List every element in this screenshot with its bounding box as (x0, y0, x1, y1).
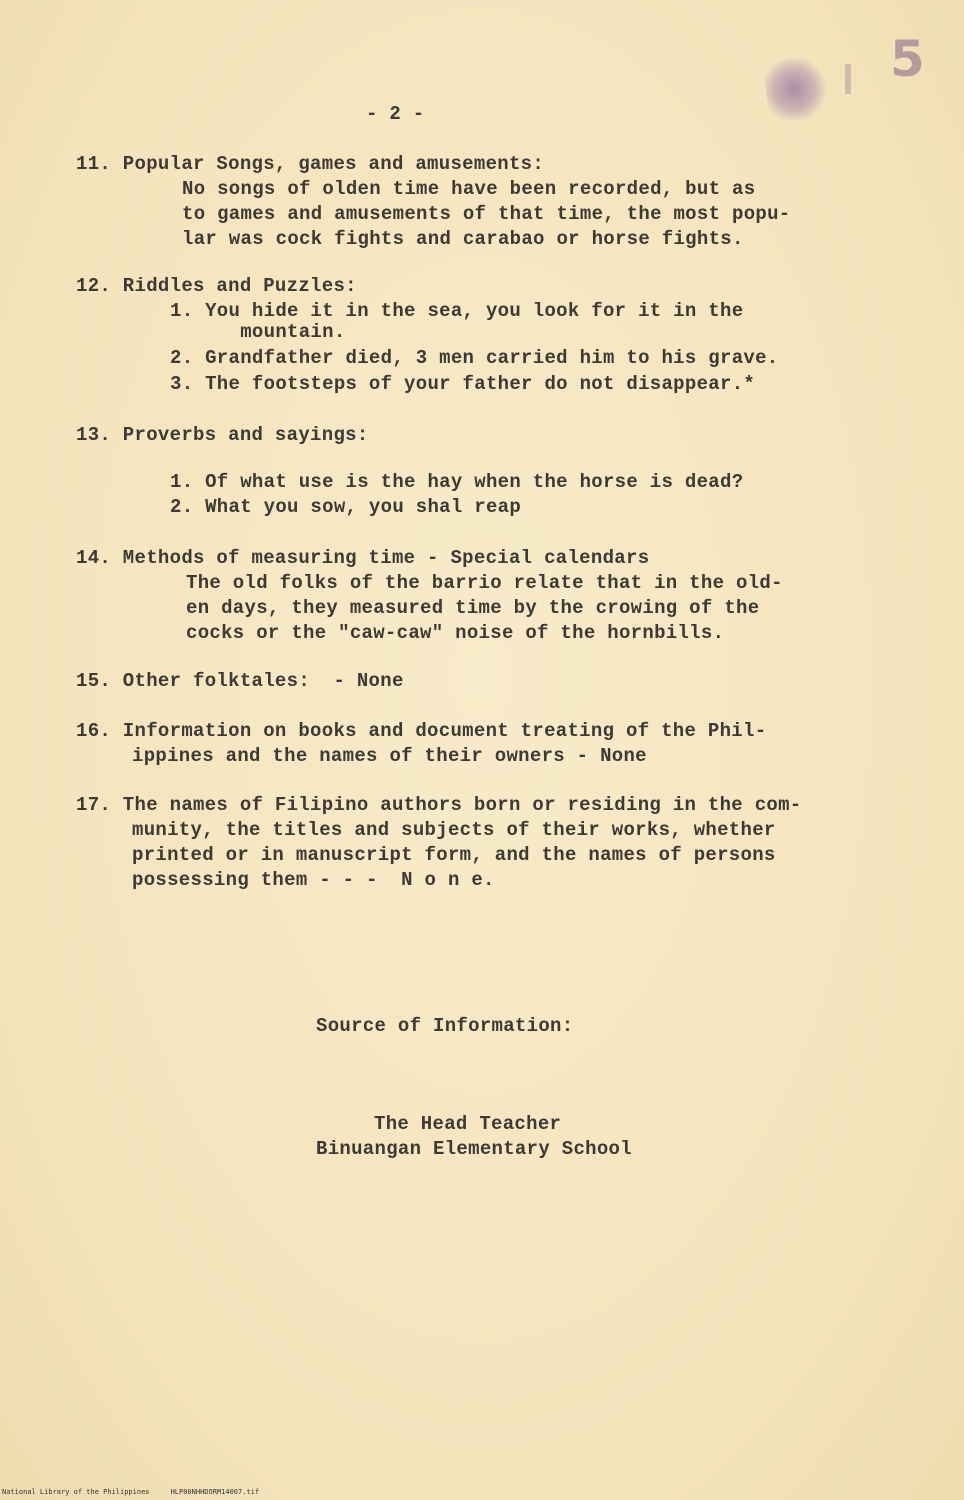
item-11-line: to games and amusements of that time, the most popu- (182, 203, 791, 225)
page-number: - 2 - (366, 103, 425, 125)
ink-stamp (762, 54, 832, 124)
item-11-line: No songs of olden time have been recorded, but as (182, 178, 756, 200)
item-11-line: lar was cock fights and carabao or horse fights. (182, 228, 744, 250)
source-line: The Head Teacher (374, 1113, 562, 1135)
item-14-line: The old folks of the barrio relate that in the old- (186, 572, 783, 594)
source-line: Binuangan Elementary School (316, 1138, 632, 1160)
item-14-line: en days, they measured time by the crowing of the (186, 597, 760, 619)
item-13-heading: 13. Proverbs and sayings: (76, 424, 369, 446)
item-16-line: ippines and the names of their owners - None (132, 745, 647, 767)
source-label: Source of Information: (316, 1015, 574, 1037)
item-17-line: printed or in manuscript form, and the names of persons (132, 844, 776, 866)
corner-stamp-number: 5 (890, 30, 925, 88)
item-11-heading: 11. Popular Songs, games and amusements: (76, 153, 545, 175)
item-12-line: 2. Grandfather died, 3 men carried him to his grave. (170, 347, 779, 369)
item-14-heading: 14. Methods of measuring time - Special calendars (76, 547, 650, 569)
item-17-line: munity, the titles and subjects of their works, whether (132, 819, 776, 841)
item-16-heading: 16. Information on books and document treating of the Phil- (76, 720, 767, 742)
item-17-heading: 17. The names of Filipino authors born or residing in the com- (76, 794, 802, 816)
item-15-heading: 15. Other folktales: - None (76, 670, 404, 692)
item-13-line: 1. Of what use is the hay when the horse is dead? (170, 471, 744, 493)
scan-footer: National Library of the Philippines HLP00NHHDORM14007.tif (2, 1488, 260, 1496)
item-13-line: 2. What you sow, you shal reap (170, 496, 522, 518)
item-12-line: mountain. (170, 321, 346, 343)
item-12-heading: 12. Riddles and Puzzles: (76, 275, 357, 297)
item-17-line: possessing them - - - N o n e. (132, 869, 495, 891)
item-12-line: 3. The footsteps of your father do not disappear.* (170, 373, 756, 395)
item-14-line: cocks or the "caw-caw" noise of the hornbills. (186, 622, 725, 644)
item-12-line: 1. You hide it in the sea, you look for it in the (170, 300, 744, 322)
ink-stamp-mark (845, 64, 851, 94)
